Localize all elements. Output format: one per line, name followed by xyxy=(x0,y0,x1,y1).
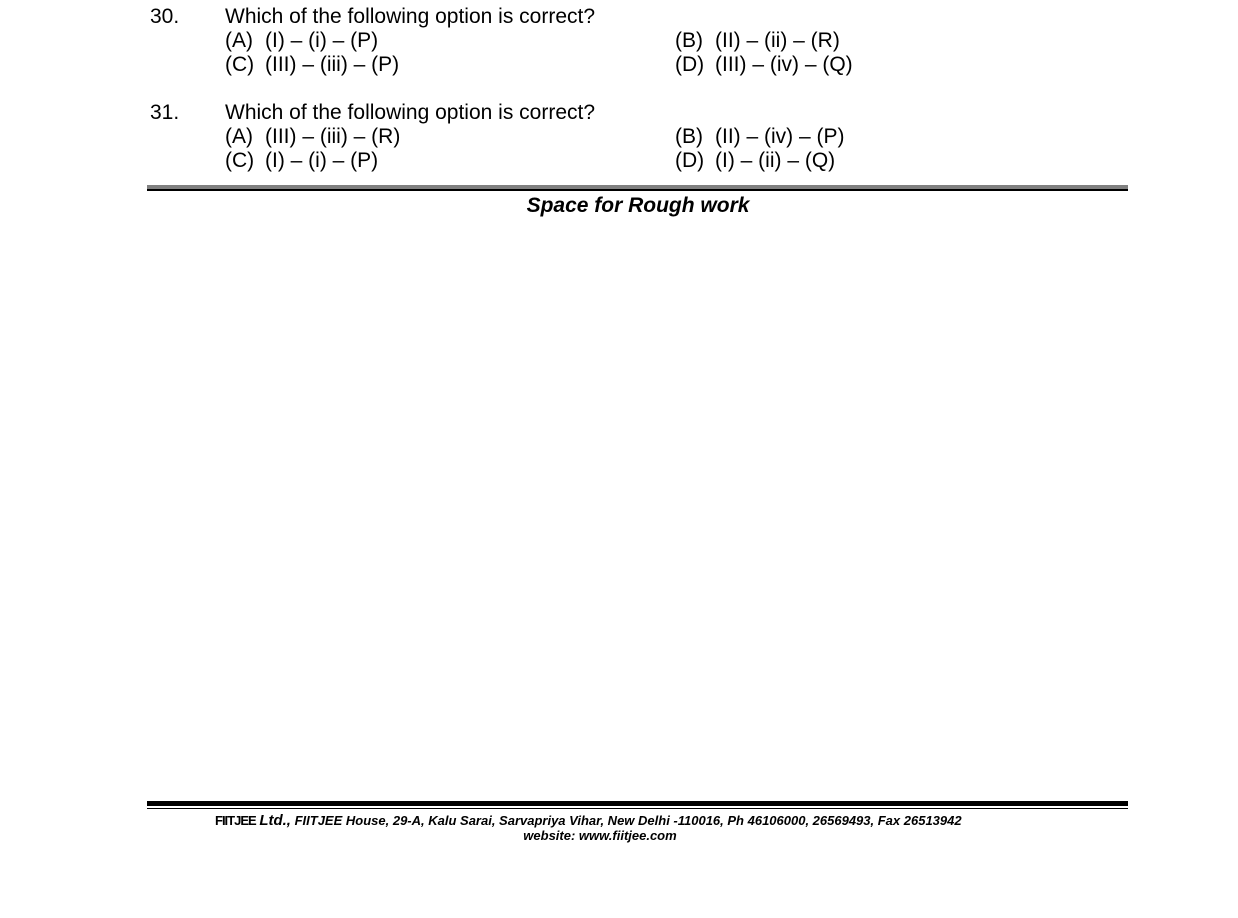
option-text: (III) – (iv) – (Q) xyxy=(715,53,853,76)
option-b xyxy=(675,29,840,53)
option-text: (II) – (iv) – (P) xyxy=(715,125,845,148)
option-c xyxy=(225,53,399,77)
option-a xyxy=(225,29,378,53)
option-label: (A) xyxy=(225,125,253,148)
option-c xyxy=(225,149,378,173)
option-label: (D) xyxy=(675,149,705,172)
option-label: (D) xyxy=(675,53,705,76)
option-text: (I) – (i) – (P) xyxy=(265,29,379,52)
footer-address: FIITJEE House, 29-A, Kalu Sarai, Sarvapriya Vihar, New Delhi -110016, Ph 46106000, 26569493, Fax 26513942 xyxy=(294,813,962,828)
option-text: (II) – (ii) – (R) xyxy=(715,29,840,52)
footer-divider-thin xyxy=(147,808,1128,809)
question-text: Which of the following option is correct? xyxy=(225,5,596,28)
footer-address-line xyxy=(215,812,962,829)
option-text: (I) – (i) – (P) xyxy=(265,149,379,172)
option-a xyxy=(225,125,400,149)
footer-brand: FIITJEE xyxy=(215,813,256,828)
question-text: Which of the following option is correct? xyxy=(225,101,596,124)
option-text: (III) – (iii) – (R) xyxy=(265,125,401,148)
option-text: (I) – (ii) – (Q) xyxy=(715,149,836,172)
question-number: 30. xyxy=(150,5,180,28)
option-d xyxy=(675,149,835,173)
footer-website: website: www.fiitjee.com xyxy=(523,828,677,843)
question-number: 31. xyxy=(150,101,180,124)
rough-work-divider-thin xyxy=(147,189,1128,191)
option-label: (C) xyxy=(225,149,255,172)
option-label: (B) xyxy=(675,29,703,52)
rough-work-title: Space for Rough work xyxy=(526,194,750,217)
option-d xyxy=(675,53,853,77)
option-label: (B) xyxy=(675,125,703,148)
option-b xyxy=(675,125,845,149)
option-label: (A) xyxy=(225,29,253,52)
option-label: (C) xyxy=(225,53,255,76)
option-text: (III) – (iii) – (P) xyxy=(265,53,400,76)
footer-divider-thick xyxy=(147,801,1128,806)
footer-ltd: Ltd., xyxy=(259,812,291,829)
